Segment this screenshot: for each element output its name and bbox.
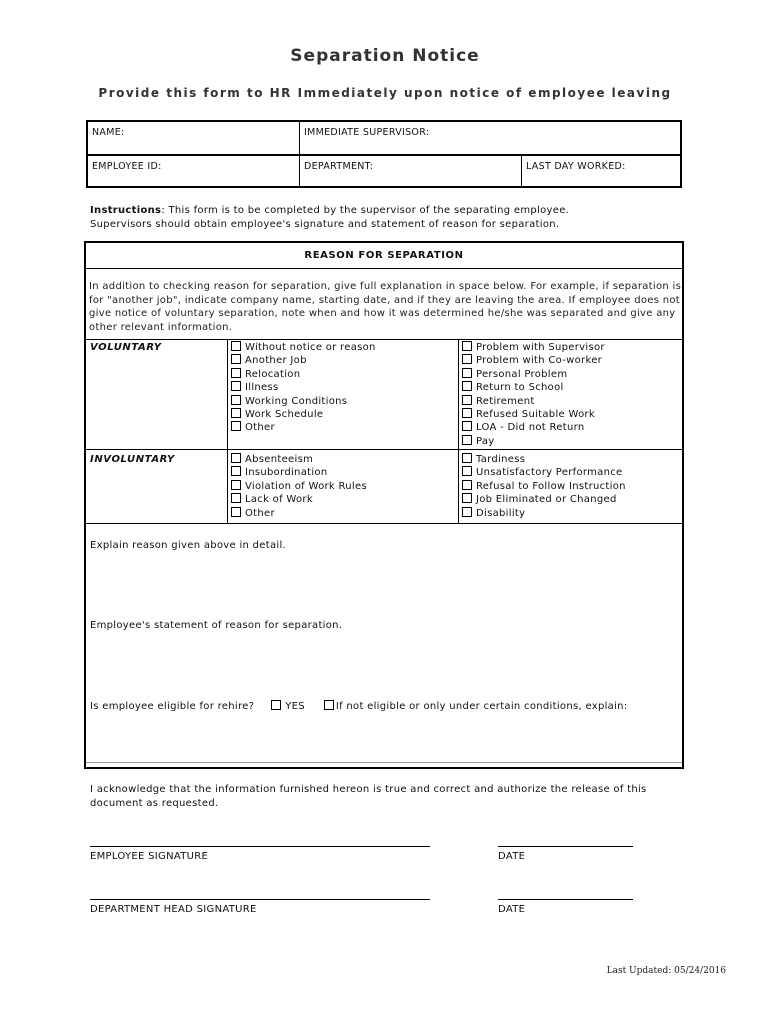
voluntary-checkbox[interactable] [462,421,472,431]
involuntary-option-label: Refusal to Follow Instruction [476,480,626,492]
involuntary-checkbox[interactable] [231,480,241,490]
voluntary-option-label: Other [245,422,275,434]
involuntary-checkbox[interactable] [462,453,472,463]
voluntary-option-label: Work Schedule [245,408,324,420]
involuntary-option-label: Job Eliminated or Changed [476,494,617,506]
involuntary-checkbox[interactable] [462,493,472,503]
rehire-question [90,700,628,712]
divider [299,122,300,154]
voluntary-label: VOLUNTARY [90,342,162,353]
voluntary-checkbox[interactable] [231,381,241,391]
voluntary-checkbox[interactable] [231,354,241,364]
involuntary-checkbox[interactable] [462,507,472,517]
rehire-prompt: Is employee eligible for rehire? [90,701,255,712]
voluntary-option-label: Pay [476,435,495,447]
reason-for-separation-section [84,241,684,769]
involuntary-checkbox[interactable] [231,453,241,463]
voluntary-checkbox[interactable] [462,408,472,418]
voluntary-option[interactable] [462,395,605,408]
divider [458,339,459,449]
voluntary-checkbox[interactable] [462,395,472,405]
involuntary-option[interactable] [231,453,367,466]
involuntary-option-label: Insubordination [245,467,328,479]
involuntary-options-col1 [231,453,367,520]
involuntary-option-label: Other [245,507,275,519]
department-field-label: DEPARTMENT: [304,161,374,172]
voluntary-option-label: Another Job [245,355,307,367]
last-updated-footer: Last Updated: 05/24/2016 [606,966,726,976]
divider [86,449,682,450]
voluntary-option-label: Refused Suitable Work [476,408,595,420]
page-title: Separation Notice [290,46,480,66]
divider [521,156,522,186]
rehire-yes-label: YES [285,701,305,712]
voluntary-option-label: Illness [245,382,279,394]
rehire-conditional-checkbox[interactable] [324,700,334,710]
divider [227,339,228,449]
involuntary-option[interactable] [231,493,367,506]
voluntary-checkbox[interactable] [462,341,472,351]
involuntary-checkbox[interactable] [462,466,472,476]
voluntary-option-label: Retirement [476,395,535,407]
voluntary-option-label: LOA - Did not Return [476,422,585,434]
last-day-worked-field-label: LAST DAY WORKED: [526,161,626,172]
voluntary-option[interactable] [231,381,376,394]
voluntary-checkbox[interactable] [231,395,241,405]
voluntary-checkbox[interactable] [462,368,472,378]
department-head-date-line[interactable] [498,899,633,900]
involuntary-option-label: Lack of Work [245,494,313,506]
divider [86,268,682,269]
reason-instructions-paragraph: In addition to checking reason for separation, give full explanation in space below. For example, if separation is for "another job", indicate company name, starting date, and if they are leaving the area. If employee does not give notice of voluntary separation, note when and how it was determined he/she was separated and give any other relevant information. [89,281,682,333]
voluntary-option[interactable] [231,395,376,408]
involuntary-checkbox[interactable] [462,480,472,490]
voluntary-option-label: Working Conditions [245,395,348,407]
voluntary-options-col1 [231,341,376,435]
rehire-conditional-label: If not eligible or only under certain conditions, explain: [335,701,628,712]
instructions [90,204,680,231]
voluntary-option-label: Without notice or reason [245,342,376,353]
involuntary-label: INVOLUNTARY [90,454,175,465]
voluntary-option-label: Problem with Co-worker [476,355,603,367]
voluntary-checkbox[interactable] [231,421,241,431]
voluntary-option[interactable] [462,435,605,448]
voluntary-option-label: Relocation [245,368,301,380]
divider [299,156,300,186]
divider [458,449,459,523]
voluntary-option-label: Personal Problem [476,368,568,380]
voluntary-checkbox[interactable] [231,341,241,351]
involuntary-checkbox[interactable] [231,466,241,476]
employee-signature-line[interactable] [90,846,430,847]
voluntary-option[interactable] [231,408,376,421]
supervisor-field-label: IMMEDIATE SUPERVISOR: [304,127,430,138]
department-head-signature-line[interactable] [90,899,430,900]
voluntary-option[interactable] [462,381,605,394]
involuntary-option-label: Absenteeism [245,454,314,465]
involuntary-checkbox[interactable] [231,493,241,503]
header-row-1 [88,122,680,156]
involuntary-options-col2 [462,453,626,520]
employee-signature-label: EMPLOYEE SIGNATURE [90,851,209,862]
page-subtitle: Provide this form to HR Immediately upon notice of employee leaving [98,86,672,100]
voluntary-checkbox[interactable] [231,408,241,418]
involuntary-option[interactable] [231,507,367,520]
voluntary-option-label: Problem with Supervisor [476,342,605,353]
voluntary-checkbox[interactable] [462,435,472,445]
department-head-date-label: DATE [498,904,526,915]
voluntary-option[interactable] [462,341,605,354]
acknowledgement-text: I acknowledge that the information furnished hereon is true and correct and authorize the release of this document as requested. [90,784,647,809]
involuntary-checkbox[interactable] [231,507,241,517]
voluntary-checkbox[interactable] [231,368,241,378]
voluntary-option[interactable] [231,354,376,367]
voluntary-checkbox[interactable] [462,354,472,364]
involuntary-option[interactable] [231,480,367,493]
employee-date-line[interactable] [498,846,633,847]
voluntary-option[interactable] [231,368,376,381]
divider [227,449,228,523]
involuntary-option[interactable] [462,507,626,520]
voluntary-option[interactable] [462,408,605,421]
divider [86,339,682,340]
employee-statement-prompt: Employee's statement of reason for separation. [90,620,343,631]
voluntary-option[interactable] [462,421,605,434]
instructions-label: Instructions [90,205,162,216]
divider [86,523,682,524]
voluntary-option[interactable] [462,368,605,381]
involuntary-option-label: Violation of Work Rules [245,480,367,492]
voluntary-options-col2 [462,341,605,448]
employee-date-label: DATE [498,851,526,862]
instructions-line2: Supervisors should obtain employee's signature and statement of reason for separation. [90,218,560,230]
involuntary-option-label: Disability [476,507,526,519]
voluntary-option-label: Return to School [476,382,564,394]
involuntary-option[interactable] [462,480,626,493]
employee-id-field-label: EMPLOYEE ID: [92,161,162,172]
involuntary-option-label: Tardiness [476,454,526,465]
rehire-yes-checkbox[interactable] [271,700,281,710]
header-row-2 [88,156,680,186]
involuntary-option[interactable] [462,493,626,506]
reason-title: REASON FOR SEPARATION [304,250,464,261]
voluntary-option[interactable] [462,354,605,367]
voluntary-checkbox[interactable] [462,381,472,391]
voluntary-option[interactable] [231,341,376,354]
involuntary-option[interactable] [462,453,626,466]
voluntary-option[interactable] [231,421,376,434]
instructions-text: : This form is to be completed by the supervisor of the separating employee. [161,205,570,216]
involuntary-option[interactable] [462,466,626,479]
divider [86,762,682,763]
employee-info-table [86,120,682,188]
name-field-label: NAME: [92,127,125,138]
involuntary-option[interactable] [231,466,367,479]
explain-reason-prompt: Explain reason given above in detail. [90,540,287,551]
department-head-signature-label: DEPARTMENT HEAD SIGNATURE [90,904,257,915]
involuntary-option-label: Unsatisfactory Performance [476,467,623,479]
